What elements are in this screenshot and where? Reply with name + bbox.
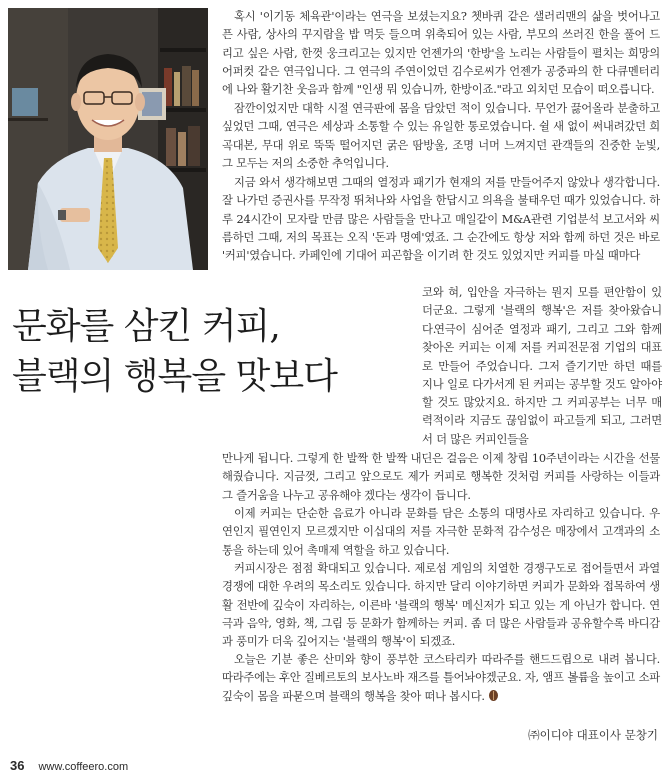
website-url: www.coffeero.com (38, 761, 129, 773)
article-paragraph: 연극이 심어준 열정과 패기, 그리고 그와 함께 찾아온 커피는 이제 저를 커피전문점 기업의 대표로 만들어 주었습니다. 그저 즐기기만 하던 때를 지나 일로 다가서게 된 커피는 공부할 것도 알아야할 것도 많았지요. 하지만 그 커피공부는 너무 매력적이라 지금도 끊임없이 파고들게 되고, 그러면서 더 많은 커피인들을 (422, 323, 662, 446)
article-paragraph: 혹시 '이기동 체육관'이라는 연극을 보셨는지요? 쳇바퀴 같은 샐러리맨의 삶을 벗어나고 픈 사람, 상사의 꾸지람을 밥 먹듯 들으며 위축되어 있는 사람, 부모의 쓰러진 한을 풀어 드리고 싶은 사람, 한껏 웅크리고는 있지만 언젠가의 '한방'을 노리는 사람들이 펼치는 희망의 어퍼컷 같은 연극입니다. 그 연극의 주연이었던 김수로씨가 언젠가 공중파의 한 다큐멘터리에 나와 활기찬 웃음과 함께 "인생 뭐 있습니까, 한방이죠."라고 외치던 모습이 떠오릅니다. (222, 10, 660, 97)
article-paragraph: 지금 와서 생각해보면 그때의 열정과 패기가 현재의 저를 만들어주지 않았나 생각합니다. 잘 나가던 증권사를 무작정 뛰쳐나와 사업을 한답시고 의욕을 불태우던 때가 있었습니다. 하루 24시간이 모자랄 만큼 많은 사람들을 만나고 매일같이 M&A관련 기업분석 보고서와 씨름하던 그때, 저의 목표는 오직 '돈과 명예'였죠. 그 순간에도 항상 저와 함께 하던 것은 바로 '커피'였습니다. 카페인에 기대어 피곤함을 이기려 한 것도 있었지만 커피를 마실 때마다 (222, 176, 660, 263)
page-number: 36 (10, 758, 25, 773)
page-footer (10, 758, 128, 773)
article-paragraph-last (222, 651, 660, 706)
article-paragraph: 커피시장은 점점 확대되고 있습니다. 제로섬 게임의 치열한 경쟁구도로 접어들면서 과열경쟁에 대한 우려의 목소리도 있습니다. 하지만 달리 이야기하면 커피가 문화와 접목하여 생활 전반에 깊숙이 자리하는, 이른바 '블랙의 행복' 메신저가 되고 있는 게 아닌가 합니다. 연극과 음악, 영화, 책, 그림 등 문화가 함께하는 커피. 좀 더 많은 사람들과 공유할수록 바디감과 풍미가 더욱 깊어지는 '블랙의 행복'이 되겠죠. (222, 562, 660, 649)
ceo-portrait-photo (8, 8, 208, 270)
article-paragraph: 잠깐이었지만 대학 시절 연극판에 몸을 담았던 적이 있습니다. 무언가 끓어올라 분출하고 싶었던 그때, 연극은 세상과 소통할 수 있는 유일한 통로였습니다. 쉴 새 없이 써내려갔던 희곡대본, 무대 위로 뚝뚝 떨어지던 굵은 땀방울, 조명 너머 느껴지던 관객들의 진중한 눈빛, 그 모두는 저의 소중한 추억입니다. (222, 102, 660, 170)
article-paragraph: 코와 혀, 입안을 자극하는 뭔지 모를 편안함이 있더군요. 그렇게 '블랙의 행복'은 저를 찾아왔습니다. (422, 286, 662, 336)
article-paragraph: 만나게 됩니다. 그렇게 한 발짝 한 발짝 내딘은 걸음은 이제 창립 10주년이라는 시간을 선물해줬습니다. 지금껏, 그리고 앞으로도 제가 커피로 행복한 것처럼 커피를 사랑하는 이들과 그 즐거움을 나누고 공유해야 겠다는 생각이 듭니다. (222, 452, 660, 502)
author-signature: ㈜이디야 대표이사 문창기 (528, 728, 658, 742)
article-headline (12, 302, 337, 402)
headline-line-2: 블랙의 행복을 맛보다 (12, 356, 337, 397)
article-paragraph: 이제 커피는 단순한 음료가 아니라 문화를 담은 소통의 대명사로 자리하고 있습니다. 우연인지 필연인지 모르겠지만 이십대의 저를 자극한 문화적 감수성은 매장에서 고객과의 소통을 하는데 있어 촉매제 역할을 하고 있습니다. (222, 507, 660, 557)
coffee-bean-icon (489, 690, 498, 701)
headline-line-1: 문화를 삼킨 커피, (12, 306, 280, 347)
article-paragraph-last-text: 오늘은 기분 좋은 산미와 향이 풍부한 코스타리카 따라주를 핸드드립으로 내려 봅니다. 따라주에는 후안 질베르토의 보사노바 재즈를 틀어놔야겠군요. 자, 앰프 볼륨을 높이고 소파 깊숙이 몸을 파묻으며 블랙의 행복을 찾아 떠나 봅시다. (222, 653, 660, 703)
